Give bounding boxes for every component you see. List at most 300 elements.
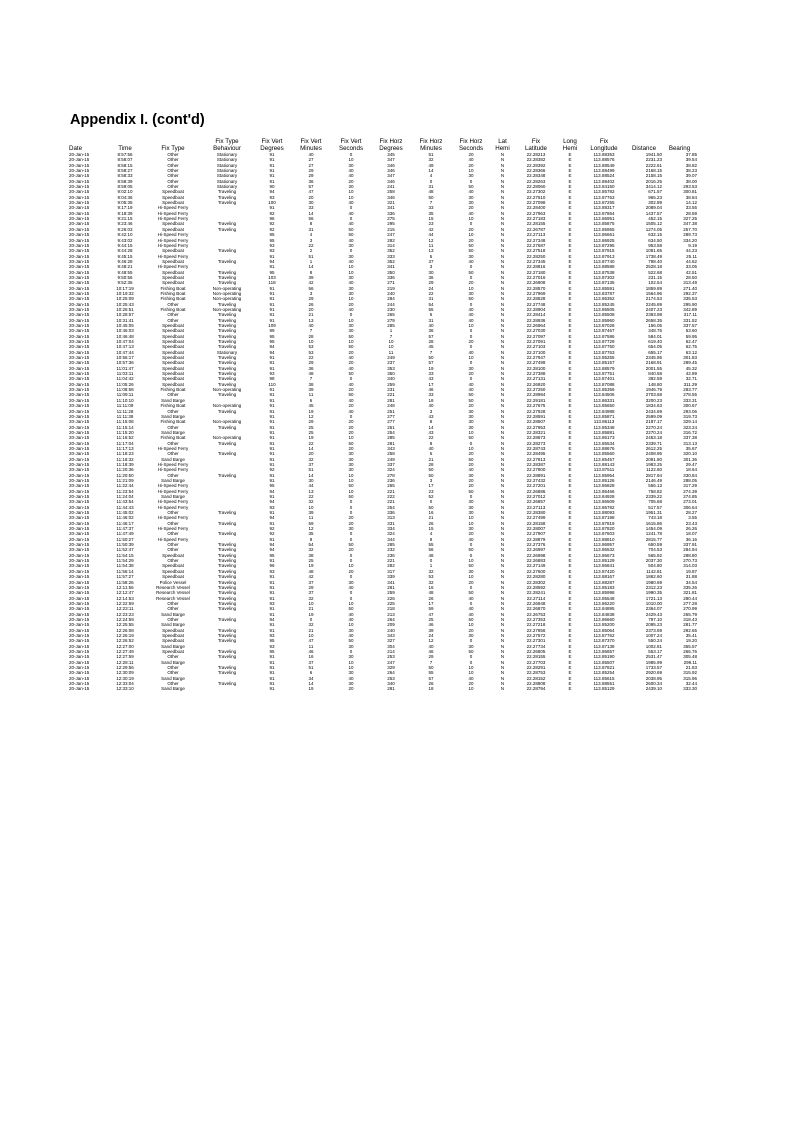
table-cell: 46 (428, 622, 434, 628)
table-cell: 258 (387, 189, 395, 195)
table-cell: 9:26:03 (117, 226, 133, 232)
table-cell: 18.07 (685, 531, 697, 537)
table-cell: Speedboat (162, 258, 184, 264)
table-cell: E (568, 173, 572, 179)
table-cell: 20-Jan-15 (69, 670, 90, 676)
table-cell: N (500, 568, 505, 574)
table-cell: 30 (348, 681, 354, 687)
table-cell: 22.28816 (526, 264, 546, 270)
table-cell: Other (167, 510, 179, 516)
table-cell: 20-Jan-15 (69, 232, 90, 238)
table-cell: N (500, 435, 505, 441)
table-cell: N (500, 194, 505, 200)
table-cell: 50 (348, 542, 354, 548)
table-cell: 29 (308, 360, 314, 366)
table-cell: 22.27012 (526, 494, 546, 499)
table-cell: 22.27113 (526, 232, 546, 238)
table-cell: 50 (348, 638, 354, 644)
table-cell: 94 (269, 349, 275, 355)
table-cell: E (568, 472, 572, 478)
table-cell: 22.27907 (526, 531, 546, 537)
table-cell: 91 (269, 510, 275, 516)
table-cell: 20-Jan-15 (69, 675, 90, 681)
table-cell: 22.27748 (526, 301, 546, 307)
table-cell: 295.90 (683, 301, 697, 307)
table-cell: Non-operating (212, 419, 242, 425)
table-cell: 10:47:13 (116, 344, 134, 350)
table-cell: E (568, 515, 572, 521)
table-cell: 51 (308, 665, 314, 670)
table-cell: 113.84506 (593, 392, 615, 398)
table-cell: 20-Jan-15 (69, 216, 90, 222)
table-cell: 11:23:54 (116, 488, 134, 494)
table-cell: 30 (348, 184, 354, 190)
table-cell: 31 (428, 296, 434, 302)
table-cell: 91 (269, 168, 275, 174)
table-cell: 50 (468, 488, 474, 494)
table-cell: 1951.31 (645, 510, 662, 516)
table-cell: 346 (387, 178, 395, 184)
table-cell: 113.84988 (593, 408, 615, 414)
table-cell: 113.87750 (593, 344, 615, 350)
table-cell: 10 (468, 520, 474, 526)
table-cell: 35.41 (685, 632, 697, 638)
table-cell: E (568, 349, 572, 355)
table-cell: 50 (348, 606, 354, 612)
table-cell: 9:50:56 (117, 274, 133, 280)
table-cell: 20-Jan-15 (69, 274, 90, 280)
table-cell: 222 (387, 494, 395, 499)
table-cell: N (500, 168, 505, 174)
table-cell: 301.83 (683, 355, 697, 361)
table-cell: 20-Jan-15 (69, 317, 90, 323)
table-cell: 91 (269, 681, 275, 687)
table-cell: 335.53 (683, 296, 697, 302)
table-cell: 257.70 (683, 226, 697, 232)
table-cell: 3 (309, 290, 313, 296)
table-cell: E (568, 542, 572, 548)
table-cell: Traveling (217, 584, 237, 590)
table-cell: 91 (269, 595, 275, 601)
table-cell: 30 (468, 643, 474, 649)
table-cell: E (568, 611, 572, 617)
table-cell: 30 (468, 173, 474, 179)
table-cell: 30 (468, 632, 474, 638)
table-cell: 293.06 (683, 408, 697, 414)
table-cell: 0 (349, 216, 353, 222)
table-cell: 22.26964 (526, 323, 546, 328)
table-cell: 20-Jan-15 (69, 162, 90, 168)
table-cell: 0 (469, 494, 473, 499)
table-cell: 22.27114 (526, 595, 546, 601)
table-cell: E (568, 632, 572, 638)
table-cell: 91 (269, 584, 275, 590)
table-cell: Hi-Speed Ferry (157, 210, 189, 216)
table-cell: 22.28291 (526, 665, 546, 670)
table-cell: 103 (268, 274, 276, 280)
table-cell: 14 (308, 445, 314, 451)
table-cell: 113.87762 (593, 632, 615, 638)
table-cell: E (568, 681, 572, 687)
table-cell: Traveling (217, 547, 237, 553)
table-cell: N (500, 274, 505, 280)
table-cell: 317 (387, 568, 395, 574)
table-cell: E (568, 152, 572, 157)
table-cell: 324 (387, 467, 395, 473)
table-cell: 113.85782 (593, 189, 615, 195)
table-cell: N (500, 445, 505, 451)
table-cell: 2016.25 (645, 178, 662, 184)
table-cell: 20 (348, 301, 354, 307)
table-cell: 22.28060 (526, 184, 546, 190)
table-cell: 259 (387, 590, 395, 596)
table-cell: 113.85871 (593, 413, 615, 419)
table-cell: N (500, 467, 505, 473)
column-header: Fix Horz Minutes (419, 138, 443, 152)
table-cell: 9.19 (688, 242, 697, 248)
table-cell: 113.86532 (593, 547, 615, 553)
table-cell: Speedboat (162, 344, 184, 350)
table-cell: 20-Jan-15 (69, 355, 90, 361)
table-cell: 113.85129 (593, 558, 615, 564)
table-cell: 9:02:10 (117, 189, 133, 195)
table-cell: N (500, 178, 505, 184)
table-cell: 113.86782 (593, 504, 615, 510)
table-cell: Police Vessel (159, 579, 187, 585)
table-cell: 10:57:36 (116, 360, 134, 366)
table-cell: 44.23 (685, 248, 697, 254)
table-cell: 11 (388, 349, 394, 355)
table-cell: 91 (269, 306, 275, 312)
table-cell: 93 (269, 248, 275, 254)
table-cell: 275 (387, 216, 395, 222)
table-cell: 22.28250 (526, 253, 546, 259)
table-cell: 20-Jan-15 (69, 221, 90, 227)
table-cell: Traveling (217, 189, 237, 195)
table-cell: N (500, 371, 505, 377)
table-cell: N (500, 349, 505, 355)
table-cell: N (500, 210, 505, 216)
table-cell: 40 (468, 258, 474, 264)
table-cell: 584.01 (648, 333, 662, 339)
table-cell: 348.76 (648, 328, 662, 334)
table-cell: 284.94 (683, 547, 697, 553)
table-cell: 30 (348, 526, 354, 532)
table-cell: 226 (387, 595, 395, 601)
table-cell: 504.80 (648, 563, 662, 569)
table-cell: 20-Jan-15 (69, 413, 90, 419)
table-cell: 113.87763 (593, 349, 615, 355)
table-cell: 22 (308, 242, 314, 248)
table-cell: Other (167, 670, 179, 676)
table-cell: 46 (428, 648, 434, 654)
table-cell: N (500, 397, 505, 403)
table-cell: 300.67 (683, 403, 697, 409)
table-cell: Sand Barge (161, 622, 185, 628)
column-header: Fix Horz Degrees (379, 138, 403, 152)
table-cell: 20-Jan-15 (69, 178, 90, 184)
table-cell: 98 (269, 376, 275, 382)
table-cell: 2270.24 (645, 424, 662, 430)
table-cell: N (500, 510, 505, 516)
table-cell: 22.28321 (526, 429, 546, 435)
table-cell: 11:15:14 (116, 424, 134, 430)
table-cell: 1733.57 (645, 665, 662, 670)
table-cell: 32 (308, 499, 314, 505)
table-cell: 113.88588 (593, 264, 615, 270)
table-cell: 11:50:27 (116, 536, 134, 542)
table-cell: 22.27345 (526, 258, 546, 264)
table-cell: 32 (308, 622, 314, 628)
table-cell: 22.27103 (526, 344, 546, 350)
table-cell: 22.28794 (526, 686, 546, 692)
table-cell: 30 (468, 200, 474, 206)
column-header: Fix Vert Degrees (260, 138, 284, 152)
table-cell: 113.87763 (593, 194, 615, 200)
table-cell: 840.58 (648, 371, 662, 377)
table-cell: N (500, 472, 505, 478)
table-cell: Traveling (217, 274, 237, 280)
table-cell: 2920.69 (645, 670, 662, 676)
table-cell: 50 (348, 494, 354, 499)
table-cell: 221 (387, 499, 395, 505)
table-cell: Fishing Boat (160, 435, 186, 441)
table-cell: 20 (308, 194, 314, 200)
table-cell: 259 (387, 381, 395, 387)
table-cell: 240 (387, 627, 395, 633)
table-cell: 10 (348, 563, 354, 569)
table-cell: 17 (428, 483, 434, 489)
table-cell: 50 (468, 248, 474, 254)
table-cell: 20-Jan-15 (69, 387, 90, 393)
table-cell: 22.28984 (526, 392, 546, 398)
table-cell: 26.26 (685, 526, 697, 532)
table-cell: N (500, 387, 505, 393)
table-cell: Sand Barge (161, 659, 185, 665)
table-cell: 30 (348, 461, 354, 467)
table-cell: 12 (308, 526, 314, 532)
table-cell: 22.26948 (526, 600, 546, 606)
table-cell: N (500, 563, 505, 569)
table-cell: 225 (387, 600, 395, 606)
table-cell: 10 (468, 515, 474, 521)
table-cell: Hi-Speed Ferry (157, 467, 189, 473)
table-cell: 20-Jan-15 (69, 665, 90, 670)
table-cell: N (500, 333, 505, 339)
table-cell: 9:21:15 (117, 216, 133, 222)
table-cell: 20 (468, 461, 474, 467)
table-cell: 40 (348, 397, 354, 403)
table-cell: Traveling (217, 226, 237, 232)
table-cell: E (568, 520, 572, 526)
table-cell: Traveling (217, 360, 237, 366)
table-cell: 1437.57 (645, 210, 662, 216)
table-cell: 40 (348, 280, 354, 286)
table-cell: 0 (469, 600, 473, 606)
table-cell: 30 (308, 477, 314, 483)
table-cell: 11:18:39 (116, 461, 134, 467)
table-cell: 20-Jan-15 (69, 205, 90, 211)
table-cell: Other (167, 317, 179, 323)
column-header: Fix Latitude (524, 138, 548, 152)
table-cell: 304 (387, 643, 395, 649)
table-cell: N (500, 632, 505, 638)
table-cell: 22.28528 (526, 296, 546, 302)
table-cell: 50 (348, 232, 354, 238)
table-cell: 1002.81 (645, 643, 662, 649)
table-cell: 57 (428, 333, 434, 339)
table-cell: N (500, 648, 505, 654)
table-cell: 22.28392 (526, 162, 546, 168)
table-cell: Traveling (217, 520, 237, 526)
table-cell: 113.85157 (593, 360, 615, 366)
table-cell: 113.85200 (593, 622, 615, 628)
table-cell: 113.85064 (593, 627, 615, 633)
table-cell: N (500, 205, 505, 211)
table-cell: 49 (428, 162, 434, 168)
table-cell: Traveling (217, 312, 237, 318)
table-cell: 20-Jan-15 (69, 360, 90, 366)
table-cell: 11:54:15 (116, 552, 134, 558)
table-cell: Speedboat (162, 574, 184, 580)
table-cell: E (568, 221, 572, 227)
table-cell: 301.36 (683, 456, 697, 462)
table-cell: Sand Barge (161, 675, 185, 681)
table-cell: 213 (387, 611, 395, 617)
table-cell: Traveling (217, 258, 237, 264)
table-cell: E (568, 226, 572, 232)
table-cell: 11:11:09 (116, 403, 134, 409)
table-cell: N (500, 312, 505, 318)
table-cell: 251 (387, 424, 395, 430)
table-cell: 30 (348, 467, 354, 473)
table-cell: E (568, 285, 572, 291)
table-cell: 50 (348, 483, 354, 489)
table-cell: 10 (468, 355, 474, 361)
table-cell: 94 (269, 542, 275, 548)
table-cell: 11:22:44 (116, 483, 134, 489)
table-cell: 91 (269, 290, 275, 296)
table-cell: N (500, 675, 505, 681)
table-cell: Hi-Speed Ferry (157, 504, 189, 510)
table-cell: Speedboat (162, 189, 184, 195)
table-cell: 341 (387, 264, 395, 270)
table-cell: 2453.18 (645, 435, 662, 441)
table-cell: 113.87864 (593, 210, 615, 216)
table-cell: 100 (268, 200, 276, 206)
table-cell: 10 (348, 189, 354, 195)
table-cell: 22.27149 (526, 563, 546, 569)
table-cell: 40 (468, 675, 474, 681)
table-cell: 19.20 (685, 638, 697, 644)
table-cell: 35.67 (685, 445, 697, 451)
table-cell: 253 (387, 654, 395, 660)
table-cell: 323.24 (683, 424, 697, 430)
table-cell: Traveling (217, 194, 237, 200)
table-cell: 619.40 (648, 339, 662, 345)
table-cell: N (500, 429, 505, 435)
table-cell: 93 (269, 242, 275, 248)
table-cell: Hi-Speed Ferry (157, 461, 189, 467)
table-cell: 50 (468, 563, 474, 569)
table-cell: 30 (348, 654, 354, 660)
table-cell: 91 (269, 536, 275, 542)
table-cell: 91 (269, 355, 275, 361)
table-cell: Traveling (217, 681, 237, 687)
table-cell: Non-operating (212, 306, 242, 312)
table-cell: Traveling (217, 424, 237, 430)
table-cell: Other (167, 665, 179, 670)
table-cell: 20-Jan-15 (69, 494, 90, 499)
table-cell: 113.86331 (593, 397, 615, 403)
table-cell: 22 (308, 440, 314, 446)
table-cell: 113.85615 (593, 675, 615, 681)
table-cell: Stationary (216, 349, 238, 355)
table-cell: Traveling (217, 371, 237, 377)
table-cell: 3 (429, 408, 433, 414)
table-cell: 270.73 (683, 558, 697, 564)
table-cell: 91 (269, 365, 275, 371)
table-cell: 22 (308, 494, 314, 499)
table-cell: 42 (308, 574, 314, 580)
table-cell: 10 (388, 339, 394, 345)
table-cell: 92 (269, 467, 275, 473)
table-cell: 10 (468, 558, 474, 564)
table-cell: 22.28380 (526, 510, 546, 516)
table-cell: 313.49 (683, 280, 697, 286)
table-cell: 20 (348, 349, 354, 355)
table-cell: 0 (349, 312, 353, 318)
table-cell: 1859.89 (645, 285, 662, 291)
table-cell: 9:48:55 (117, 269, 133, 275)
table-cell: 46 (428, 387, 434, 393)
table-cell: 230 (387, 306, 395, 312)
table-cell: 1010.00 (645, 600, 662, 606)
table-cell: 0 (469, 274, 473, 280)
table-cell: 281 (387, 584, 395, 590)
table-cell: 20-Jan-15 (69, 296, 90, 302)
table-cell: 0 (349, 413, 353, 419)
table-cell: Sand Barge (161, 456, 185, 462)
table-cell: 42 (308, 280, 314, 286)
table-cell: 37.85 (685, 152, 697, 157)
table-cell: 221 (387, 392, 395, 398)
table-cell: 20-Jan-15 (69, 408, 90, 414)
table-cell: E (568, 387, 572, 393)
table-cell: 241 (387, 184, 395, 190)
table-cell: 91 (269, 301, 275, 307)
table-cell: N (500, 424, 505, 430)
table-cell: 10 (348, 622, 354, 628)
table-cell: 321.81 (683, 590, 697, 596)
table-cell: Speedboat (162, 376, 184, 382)
table-cell: E (568, 333, 572, 339)
table-cell: 38 (308, 552, 314, 558)
table-cell: 113.85534 (593, 440, 615, 446)
table-cell: 22.28366 (526, 168, 546, 174)
table-cell: E (568, 403, 572, 409)
table-cell: 22.27388 (526, 371, 546, 377)
table-cell: 22.26883 (526, 558, 546, 564)
table-cell: N (500, 606, 505, 612)
table-cell: 8 (309, 221, 313, 227)
table-cell: 0 (469, 659, 473, 665)
table-cell: 20 (308, 306, 314, 312)
table-cell: 10:25:09 (116, 296, 134, 302)
table-cell: 11:43:54 (116, 499, 134, 505)
table-cell: 0 (349, 376, 353, 382)
table-cell: 20-Jan-15 (69, 681, 90, 687)
